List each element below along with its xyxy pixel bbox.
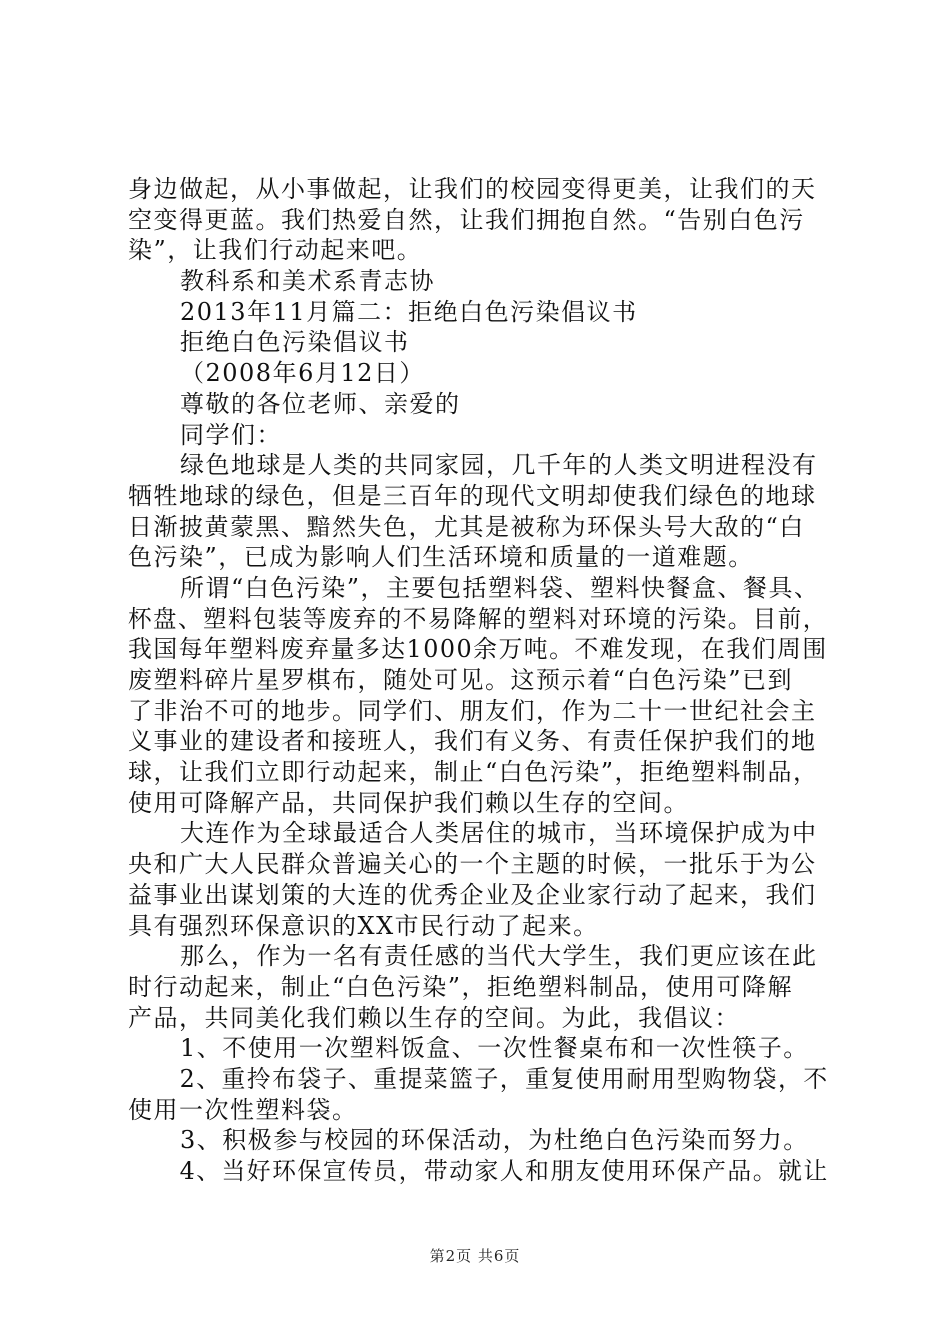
list-item: 2、重拎布袋子、重提菜篮子，重复使用耐用型购物袋，不 xyxy=(179,1064,829,1093)
text-line: 大连作为全球最适合人类居住的城市，当环境保护成为中 xyxy=(180,819,818,848)
text-line: 使用可降解产品，共同保护我们赖以生存的空间。 xyxy=(128,788,689,817)
text-line: 了非治不可的地步。同学们、朋友们，作为二十一世纪社会主 xyxy=(128,696,817,725)
text-line: 牺牲地球的绿色，但是三百年的现代文明却使我们绿色的地球 xyxy=(128,481,817,510)
list-item-continuation: 使用一次性塑料袋。 xyxy=(128,1095,358,1124)
text-line: 身边做起，从小事做起，让我们的校园变得更美，让我们的天 xyxy=(128,175,817,203)
text-line: 我国每年塑料废弃量多达1000余万吨。不难发现，在我们周围 xyxy=(128,635,828,664)
text-line: 球，让我们立即行动起来，制止“白色污染”，拒绝塑料制品， xyxy=(128,758,819,787)
text-line: 色污染”，已成为影响人们生活环境和质量的一道难题。 xyxy=(128,543,754,572)
section-heading: 2013年11月篇二：拒绝白色污染倡议书 xyxy=(180,297,638,326)
salutation: 尊敬的各位老师、亲爱的 xyxy=(180,389,461,418)
text-line: 绿色地球是人类的共同家园，几千年的人类文明进程没有 xyxy=(180,451,818,480)
text-line: 具有强烈环保意识的XX市民行动了起来。 xyxy=(128,911,599,940)
document-date: （2008年6月12日） xyxy=(180,359,425,388)
text-line: 染”，让我们行动起来吧。 xyxy=(128,236,423,265)
list-item: 4、当好环保宣传员，带动家人和朋友使用环保产品。就让 xyxy=(179,1157,829,1185)
text-line: 义事业的建设者和接班人，我们有义务、有责任保护我们的地 xyxy=(128,727,817,756)
text-line: 空变得更蓝。我们热爱自然，让我们拥抱自然。“告别白色污 xyxy=(128,205,805,234)
text-line: 废塑料碎片星罗棋布，随处可见。这预示着“白色污染”已到 xyxy=(128,666,794,694)
document-title: 拒绝白色污染倡议书 xyxy=(180,328,410,357)
document-body xyxy=(128,174,828,1187)
text-line: 时行动起来，制止“白色污染”，拒绝塑料制品，使用可降解 xyxy=(128,972,794,1001)
text-line: 杯盘、塑料包装等废弃的不易降解的塑料对环境的污染。目前， xyxy=(128,604,828,633)
text-line: 产品，共同美化我们赖以生存的空间。为此，我倡议： xyxy=(128,1003,740,1032)
list-item: 3、积极参与校园的环保活动，为杜绝白色污染而努力。 xyxy=(180,1126,809,1155)
signature-org: 教科系和美术系青志协 xyxy=(180,267,435,296)
text-line: 那么，作为一名有责任感的当代大学生，我们更应该在此 xyxy=(180,942,818,971)
list-item: 1、不使用一次塑料饭盒、一次性餐桌布和一次性筷子。 xyxy=(180,1034,809,1063)
text-line: 央和广大人民群众普遍关心的一个主题的时候，一批乐于为公 xyxy=(128,850,817,879)
salutation: 同学们： xyxy=(180,420,282,449)
page-number-footer: 第2页 共6页 xyxy=(429,1247,521,1265)
text-line: 益事业出谋划策的大连的优秀企业及企业家行动了起来，我们 xyxy=(128,880,817,909)
text-line: 日渐披黄蒙黑、黯然失色，尤其是被称为环保头号大敌的“白 xyxy=(128,512,805,541)
text-line: 所谓“白色污染”，主要包括塑料袋、塑料快餐盒、餐具、 xyxy=(180,573,820,602)
